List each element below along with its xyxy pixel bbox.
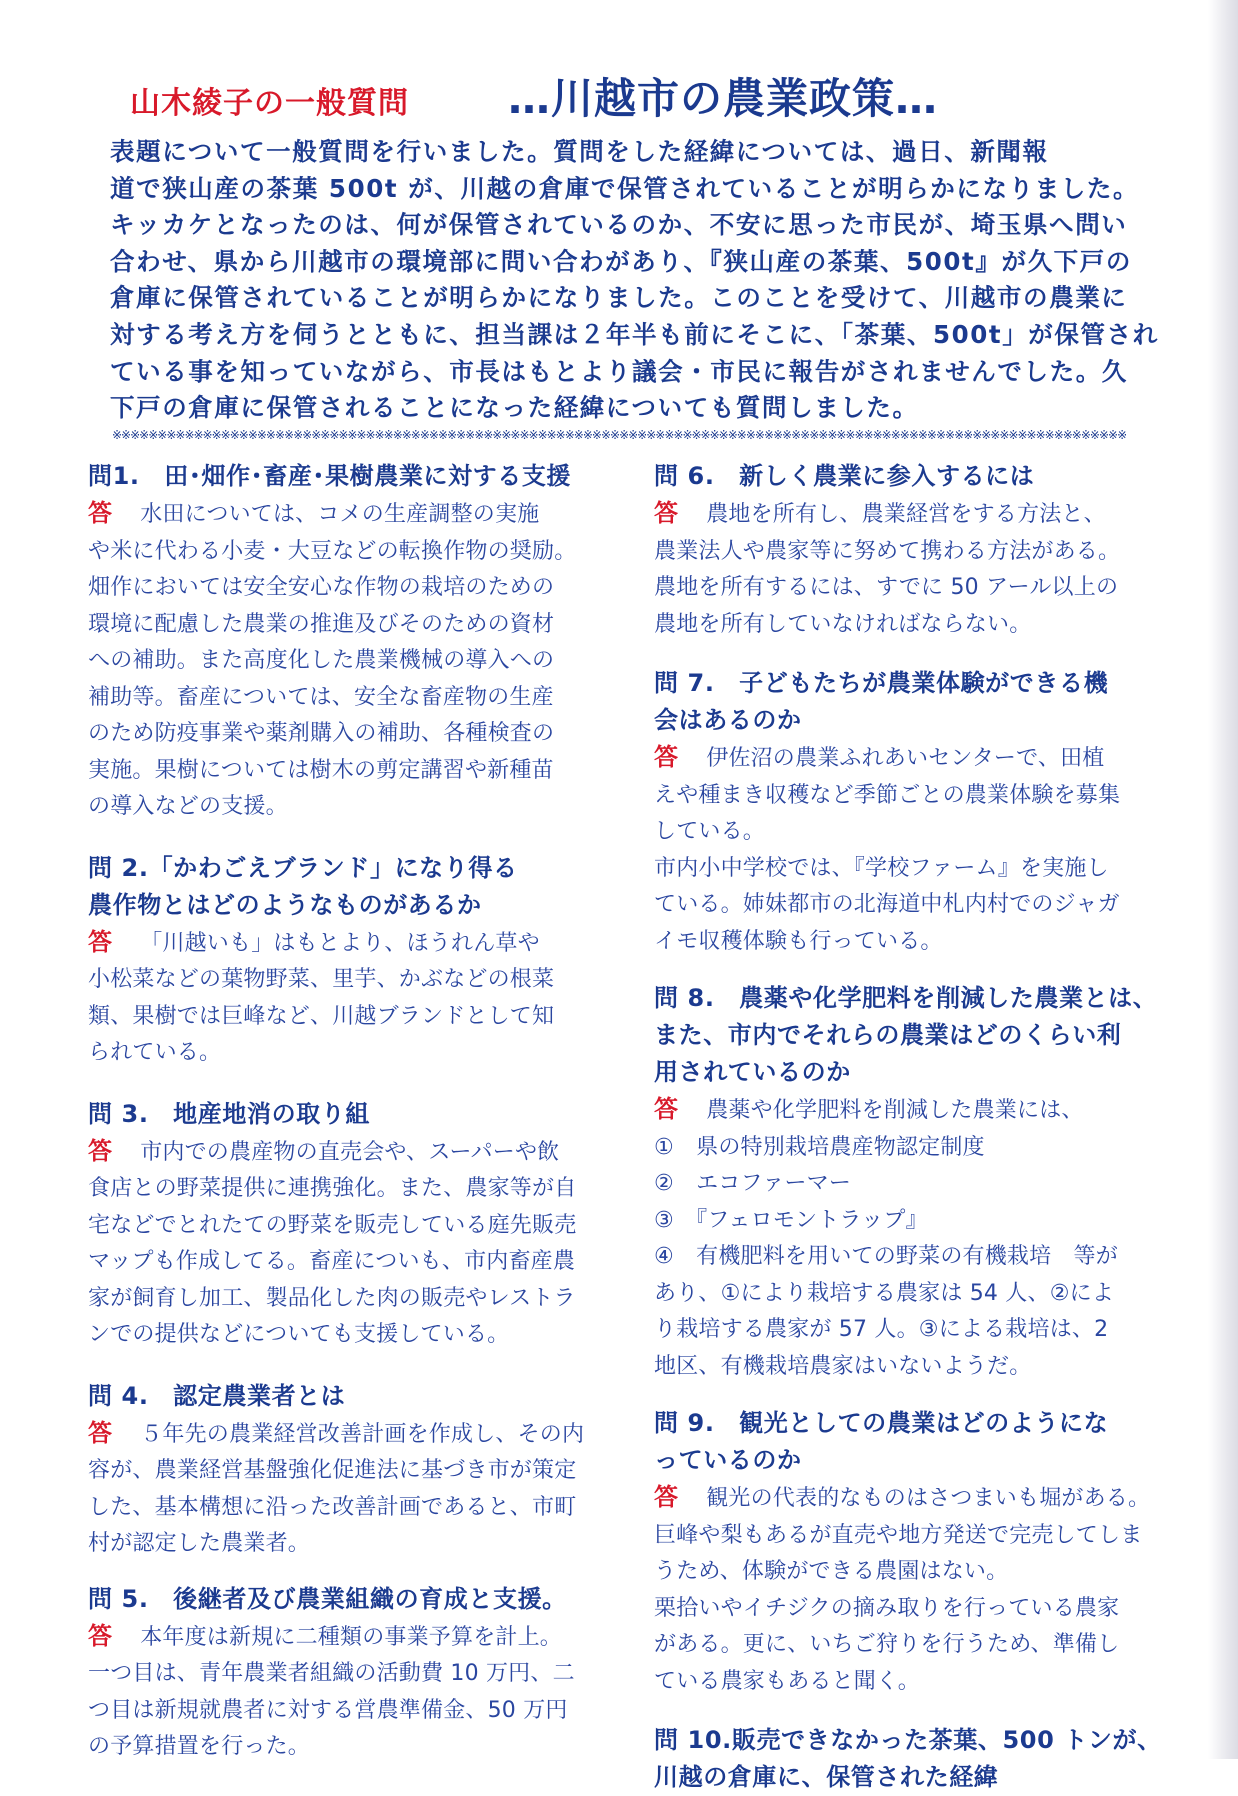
intro-line: 合わせ、県から川越市の環境部に問い合わがあり、『狭山産の茶葉、500t』が久下戸の <box>110 246 1132 276</box>
question-line: 川越の倉庫に、保管された経緯 <box>654 1763 999 1791</box>
question-heading <box>654 1722 1210 1796</box>
question-line: 問1. 田･畑作･畜産･果樹農業に対する支援 <box>88 462 572 490</box>
answer-line <box>654 1312 1210 1349</box>
answer-line <box>88 999 628 1036</box>
answer-line <box>88 570 628 607</box>
answer-line <box>654 924 1210 961</box>
question-heading <box>88 458 628 495</box>
answer-line-text: 村が認定した農業者。 <box>88 1531 311 1556</box>
answer-line <box>88 1453 628 1490</box>
answer-text <box>654 495 1210 643</box>
question-heading <box>88 1378 628 1415</box>
answer-line <box>88 1415 628 1454</box>
answer-line-text: 畑作においては安全安心な作物の栽培のための <box>88 575 555 600</box>
intro-paragraph <box>110 134 1200 427</box>
answer-line-text: の予算措置を行った。 <box>88 1734 311 1759</box>
answer-line <box>88 716 628 753</box>
answer-line-text: 小松菜などの葉物野菜、里芋、かぶなどの根菜 <box>88 967 555 992</box>
answer-line-text: ③ 『フェロモントラップ』 <box>654 1207 928 1233</box>
answer-line-text: がある。更に、いちご狩りを行うため、準備し <box>654 1632 1120 1657</box>
answer-line-text: のため防疫事業や薬剤購入の補助、各種検査の <box>88 721 555 746</box>
answer-line <box>654 570 1210 607</box>
answer-line-text: ① 県の特別栽培農産物認定制度 <box>654 1134 985 1160</box>
intro-line: キッカケとなったのは、何が保管されているのか、不安に思った市民が、埼玉県へ問い <box>110 210 1128 240</box>
answer-line-text: の導入などの支援。 <box>88 794 288 819</box>
topic-title: …川越市の農業政策… <box>508 74 939 123</box>
answer-line <box>654 1166 1210 1203</box>
answer-line-text: 環境に配慮した農業の推進及びそのための資材 <box>88 611 555 637</box>
question-heading <box>654 665 1210 739</box>
right-column <box>654 458 1210 1796</box>
qa-block <box>88 850 628 1072</box>
qa-block <box>88 1581 628 1766</box>
intro-line: ている事を知っていながら、市長はもとより議会・市民に報告がされませんでした。久 <box>110 356 1128 386</box>
answer-line-text: ５年先の農業経営改善計画を作成し、その内 <box>140 1421 585 1447</box>
question-line: っているのか <box>654 1446 802 1474</box>
answer-line <box>88 962 628 999</box>
answer-line-text: 伊佐沼の農業ふれあいセンターで、田植 <box>706 746 1105 771</box>
page-heading <box>90 64 1150 124</box>
answer-line-text: 観光の代表的なものはさつまいも堀がある。 <box>706 1486 1151 1511</box>
answer-line-text: 栗拾いやイチジクの摘み取りを行っている農家 <box>654 1595 1120 1621</box>
answer-line-text: 市内小中学校では、『学校ファーム』を実施し <box>654 855 1109 881</box>
qa-block <box>654 458 1210 643</box>
question-line: 問 2.「かわごえブランド」になり得る <box>88 853 518 882</box>
answer-line-text: 農地を所有し、農業経営をする方法と、 <box>706 502 1106 527</box>
answer-mark: 答 <box>654 1095 679 1123</box>
qa-block <box>654 1722 1210 1796</box>
answer-line-text: 食店との野菜提供に連携強化。また、農家等が自 <box>88 1176 577 1201</box>
answer-line-text: ② エコファーマー <box>654 1171 852 1196</box>
answer-line <box>654 1554 1210 1591</box>
answer-line-text: 実施。果樹については樹木の剪定講習や新種苗 <box>88 757 554 783</box>
qa-block <box>88 1378 628 1563</box>
answer-line-text: 農地を所有するには、すでに 50 アール以上の <box>654 575 1119 600</box>
intro-line: 下戸の倉庫に保管されることになった経緯についても質問しました。 <box>110 393 919 423</box>
answer-line-text: あり、①により栽培する農家は 54 人、②によ <box>654 1280 1115 1306</box>
intro-line: 倉庫に保管されていることが明らかになりました。このことを受けて、川越市の農業に <box>110 283 1128 313</box>
answer-mark: 答 <box>88 1418 113 1447</box>
question-line: 問 10.販売できなかった茶葉、500 トンが、 <box>654 1726 1162 1754</box>
question-heading <box>88 1581 628 1618</box>
answer-line-text: 宅などでとれたての野菜を販売している庭先販売 <box>88 1212 577 1238</box>
answer-line <box>654 1239 1210 1276</box>
answer-line <box>88 1133 628 1172</box>
answer-line-text: 容が、農業経営基盤強化促進法に基づき市が策定 <box>88 1458 577 1483</box>
question-heading <box>654 1405 1210 1479</box>
answer-line <box>654 1130 1210 1167</box>
question-line: 問 8. 農薬や化学肥料を削減した農業とは、 <box>654 984 1158 1012</box>
answer-line <box>654 1627 1210 1664</box>
answer-line-text: した、基本構想に沿った改善計画であると、市町 <box>88 1494 577 1520</box>
answer-line <box>654 814 1210 851</box>
answer-line-text: 家が飼育し加工、製品化した肉の販売やレストラ <box>88 1285 576 1311</box>
qa-block <box>654 665 1210 960</box>
answer-line <box>654 1664 1210 1701</box>
answer-line-text: 地区、有機栽培農家はいないようだ。 <box>654 1353 1032 1379</box>
question-line: また、市内でそれらの農業はどのくらい利 <box>654 1021 1122 1049</box>
answer-line-text: イモ収穫体験も行っている。 <box>654 928 943 954</box>
answer-line <box>88 1526 628 1563</box>
answer-line-text: や米に代わる小麦・大豆などの転換作物の奨励。 <box>88 538 577 564</box>
answer-line-text: 農地を所有していなければならない。 <box>654 611 1032 637</box>
question-line: 問 5. 後継者及び農業組織の育成と支援。 <box>88 1584 567 1613</box>
answer-line <box>654 1349 1210 1386</box>
author-title: 山木綾子の一般質問 <box>130 86 409 121</box>
question-line: 問 3. 地産地消の取り組 <box>88 1099 370 1128</box>
answer-mark: 答 <box>654 743 679 771</box>
answer-line-text: られている。 <box>88 1040 222 1065</box>
answer-line-text: うため、体験ができる農園はない。 <box>654 1559 1009 1584</box>
question-line: 問 6. 新しく農業に参入するには <box>654 462 1035 490</box>
answer-line <box>88 680 628 717</box>
answer-line-text: 農業法人や農家等に努めて携わる方法がある。 <box>654 538 1121 564</box>
answer-line-text: つ目は新規就農者に対する営農準備金、50 万円 <box>88 1697 568 1723</box>
answer-line <box>88 1490 628 1527</box>
answer-line <box>88 1693 628 1730</box>
answer-line-text: 市内での農産物の直売会や、スーパーや飲 <box>140 1139 560 1165</box>
answer-line <box>88 1244 628 1281</box>
paper-fold-shadow <box>1208 0 1238 1759</box>
answer-line <box>88 1618 628 1657</box>
answer-line-text: ている。姉妹都市の北海道中札内村でのジャガ <box>654 892 1120 917</box>
answer-line-text: 農薬や化学肥料を削減した農業には、 <box>706 1098 1084 1123</box>
qa-block <box>654 980 1210 1385</box>
left-column <box>88 458 628 1766</box>
answer-line <box>88 1317 628 1354</box>
answer-mark: 答 <box>88 927 113 956</box>
answer-line-text: 補助等。畜産については、安全な畜産物の生産 <box>88 684 554 710</box>
answer-line <box>654 887 1210 924</box>
question-heading <box>654 980 1210 1091</box>
answer-line <box>88 753 628 790</box>
answer-line <box>654 1591 1210 1628</box>
answer-line <box>654 1479 1210 1518</box>
intro-line: 対する考え方を伺うとともに、担当課は２年半も前にそこに、「茶葉、500t」が保管され <box>110 319 1159 349</box>
answer-mark: 答 <box>654 499 679 527</box>
answer-mark: 答 <box>88 1136 113 1165</box>
answer-line-text: への補助。また高度化した農業機械の導入への <box>88 648 555 673</box>
answer-text <box>654 739 1210 960</box>
answer-line <box>88 1035 628 1072</box>
intro-line: 表題について一般質問を行いました。質問をした経緯については、過日、新聞報 <box>110 137 1049 166</box>
answer-line-text: している。 <box>654 819 766 844</box>
answer-text <box>654 1091 1210 1385</box>
question-line: 問 9. 観光としての農業はどのようにな <box>654 1409 1109 1437</box>
answer-line-text: り栽培する農家が 57 人。③による栽培は、2 <box>654 1317 1109 1342</box>
answer-line <box>88 534 628 571</box>
answer-line-text: マップも作成してる。畜産についも、市内畜産農 <box>88 1249 576 1274</box>
answer-mark: 答 <box>654 1483 679 1511</box>
answer-text <box>88 495 628 826</box>
answer-line-text: 一つ目は、青年農業者組織の活動費 10 万円、二 <box>88 1661 575 1686</box>
answer-line <box>88 1281 628 1318</box>
answer-text <box>654 1479 1210 1700</box>
question-line: 農作物とはどのようなものがあるか <box>88 890 482 919</box>
answer-line <box>88 607 628 644</box>
answer-line <box>654 534 1210 571</box>
answer-line <box>654 1203 1210 1240</box>
question-line: 問 7. 子どもたちが農業体験ができる機 <box>654 669 1109 697</box>
question-line: 問 4. 認定農業者とは <box>88 1381 346 1410</box>
answer-line-text: 類、果樹では巨峰など、川越ブランドとして知 <box>88 1003 555 1029</box>
answer-line <box>88 1656 628 1693</box>
answer-text <box>88 924 628 1072</box>
answer-line <box>654 739 1210 778</box>
asterisk-divider: ※※※※※※※※※※※※※※※※※※※※※※※※※※※※※※※※※※※※※※※※※※※※※※※※※※※※※※※※※※※※※※※※※※※※※※※※※※※※※※※※※※※※※※※※※※※※※※※※※※※※※※※※※※※※※※※※ <box>112 428 1127 442</box>
answer-line-text: 水田については、コメの生産調整の実施 <box>140 502 540 527</box>
question-heading <box>88 850 628 924</box>
answer-line-text: えや種まき収穫など季節ごとの農業体験を募集 <box>654 782 1121 808</box>
answer-line <box>88 789 628 826</box>
answer-line <box>654 495 1210 534</box>
answer-mark: 答 <box>88 1621 113 1650</box>
answer-line <box>654 607 1210 644</box>
answer-line <box>654 851 1210 888</box>
answer-line <box>654 778 1210 815</box>
qa-block <box>654 1405 1210 1700</box>
answer-line-text: 本年度は新規に二種類の事業予算を計上。 <box>140 1624 563 1650</box>
answer-line <box>88 1729 628 1766</box>
answer-line-text: ④ 有機肥料を用いての野菜の有機栽培 等が <box>654 1244 1118 1269</box>
question-heading <box>654 458 1210 495</box>
answer-line <box>654 1091 1210 1130</box>
answer-line <box>88 924 628 963</box>
answer-line <box>88 495 628 534</box>
qa-block <box>88 458 628 826</box>
question-line: 会はあるのか <box>654 706 802 734</box>
answer-line <box>88 1171 628 1208</box>
answer-line <box>88 1208 628 1245</box>
answer-mark: 答 <box>88 499 113 527</box>
answer-line-text: 巨峰や梨もあるが直売や地方発送で完売してしま <box>654 1522 1143 1548</box>
answer-line-text: 「川越いも」はもとより、ほうれん草や <box>140 930 540 956</box>
answer-text <box>88 1133 628 1354</box>
question-heading <box>88 1096 628 1133</box>
answer-line <box>654 1276 1210 1313</box>
answer-line-text: ている農家もあると聞く。 <box>654 1668 920 1694</box>
answer-text <box>88 1618 628 1766</box>
answer-text <box>88 1415 628 1563</box>
qa-block <box>88 1096 628 1354</box>
answer-line-text: ンでの提供などについても支援している。 <box>88 1322 510 1347</box>
answer-line <box>88 643 628 680</box>
answer-line <box>654 1518 1210 1555</box>
question-line: 用されているのか <box>654 1058 851 1086</box>
intro-line: 道で狭山産の茶葉 500t が、川越の倉庫で保管されていることが明らかになりました。 <box>110 173 1140 203</box>
